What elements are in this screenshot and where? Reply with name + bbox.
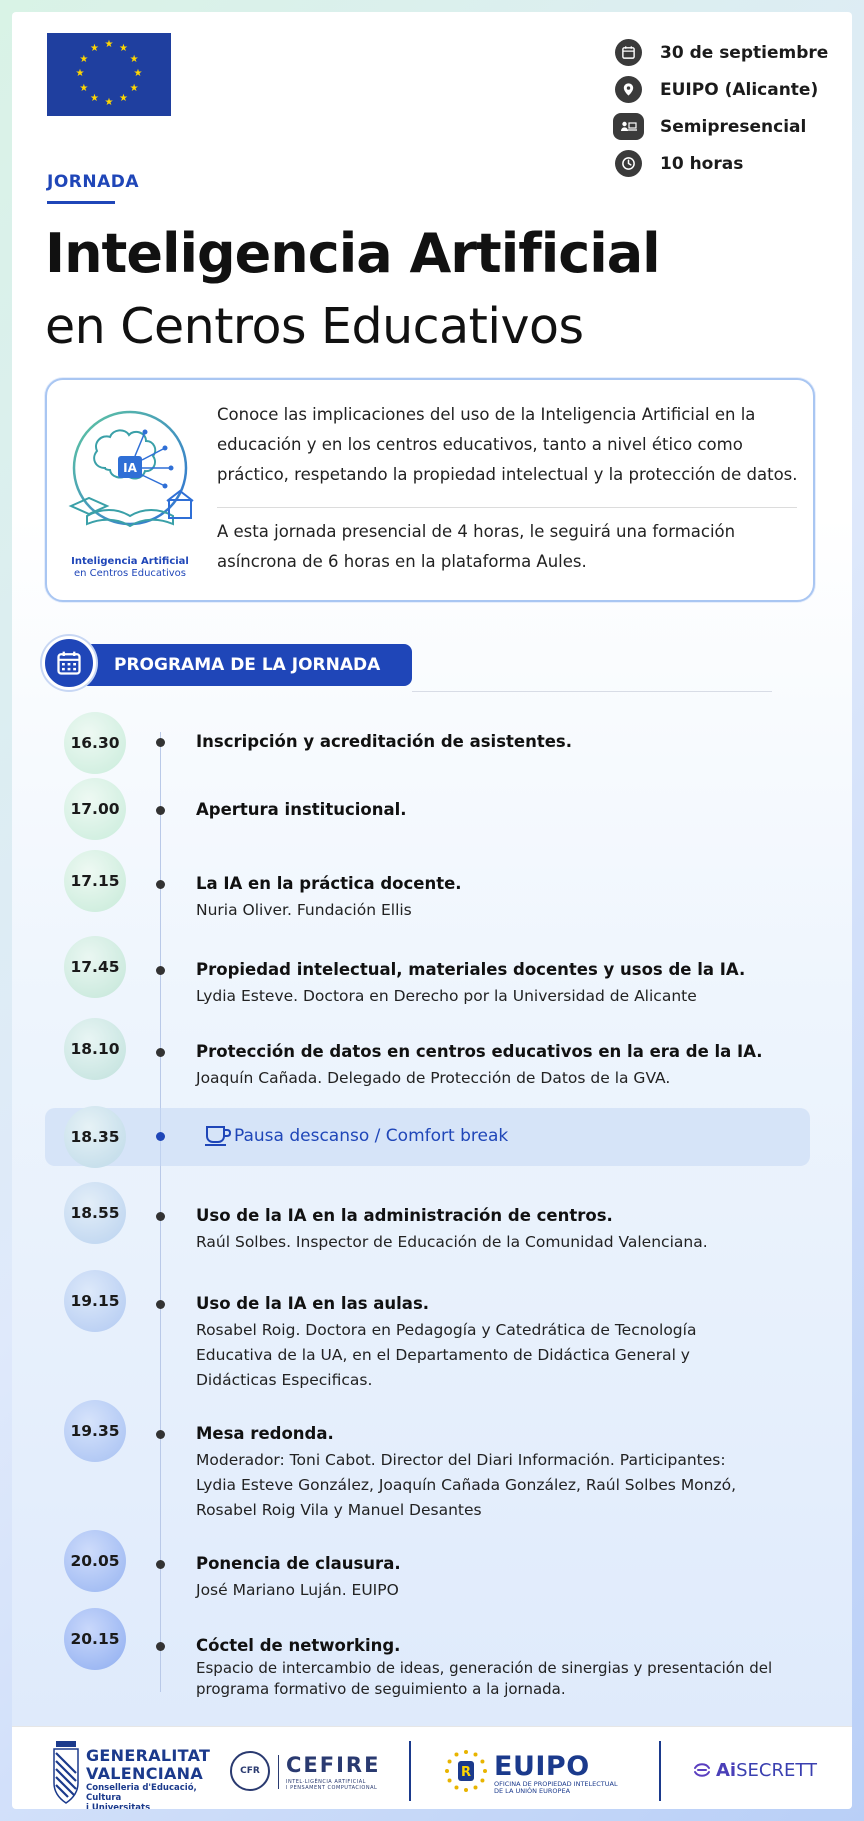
kicker-label: JORNADA: [47, 172, 140, 192]
program-heading: PROGRAMA DE LA JORNADA: [72, 644, 412, 686]
item-title: Protección de datos en centros educativos en la era de la IA.: [196, 1042, 763, 1061]
clock-icon: [615, 150, 642, 177]
ai-name-text: SECRETT: [736, 1759, 818, 1781]
kicker-underline: [47, 201, 115, 204]
cefire-tag2: I PENSAMENT COMPUTACIONAL: [286, 1785, 378, 1791]
cefire-divider: [278, 1755, 279, 1789]
item-title: Inscripción y acreditación de asistentes.: [196, 732, 573, 751]
gva-line1: GENERALITAT: [86, 1746, 211, 1765]
eu-star-icon: ★: [129, 53, 139, 65]
item-title: Mesa redonda.: [196, 1424, 334, 1443]
page-title: Inteligencia Artificial: [45, 222, 660, 285]
time-badge: 18.55: [64, 1182, 126, 1244]
eu-star-icon: ★: [104, 39, 114, 50]
coffee-cup-icon: [204, 1122, 232, 1148]
timeline-dot: [156, 1300, 165, 1309]
footer-divider: [409, 1741, 411, 1801]
item-title: Propiedad intelectual, materiales docentes y usos de la IA.: [196, 960, 746, 979]
euipo-logo: [432, 1747, 652, 1797]
event-meta: [615, 34, 828, 182]
timeline-dot: [156, 966, 165, 975]
svg-text:IA: IA: [123, 461, 137, 475]
eu-star-icon: ★: [79, 53, 89, 65]
generalitat-valenciana-logo: [52, 1739, 212, 1809]
footer-divider: [659, 1741, 661, 1801]
intro-card: [45, 378, 815, 602]
generalitat-name: [86, 1747, 210, 1783]
ai-education-logo: [65, 408, 195, 578]
poster: [12, 12, 852, 1809]
time-badge: 20.15: [64, 1608, 126, 1670]
calendar-icon: [615, 39, 642, 66]
logo-caption-line1: Inteligencia Artificial: [71, 556, 189, 567]
logo-caption-line2: en Centros Educativos: [73, 568, 187, 579]
item-speaker: Lydia Esteve. Doctora en Derecho por la Universidad de Alicante: [196, 987, 697, 1005]
meta-modality-text: Semipresencial: [660, 116, 807, 137]
eu-star-icon: ★: [119, 42, 128, 54]
intro-paragraph-1: Conoce las implicaciones del uso de la Inteligencia Artificial en la educación y en los centros educativos, tanto a nivel ético como práctico, respetando la propiedad intelectual y la protección de datos.: [217, 405, 798, 484]
aisecrett-name: [716, 1760, 817, 1781]
eu-star-icon: ★: [79, 82, 89, 94]
gva-sub1: Conselleria d'Educació, Cultura: [86, 1783, 197, 1803]
time-badge: 16.30: [64, 712, 126, 774]
time-badge: 19.15: [64, 1270, 126, 1332]
brain-book-icon: [65, 408, 195, 548]
generalitat-department: [86, 1783, 212, 1809]
program-calendar-icon: [42, 636, 96, 690]
timeline-dot: [156, 1560, 165, 1569]
eu-star-icon: ★: [129, 82, 139, 94]
gva-line2: VALENCIANA: [86, 1764, 204, 1783]
item-speaker: Raúl Solbes. Inspector de Educación de la Comunidad Valenciana.: [196, 1233, 708, 1251]
time-badge: 17.00: [64, 778, 126, 840]
meta-location: [615, 71, 828, 108]
item-speaker: Joaquín Cañada. Delegado de Protección de Datos de la GVA.: [196, 1069, 671, 1087]
timeline-dot: [156, 1642, 165, 1651]
cefire-tag1: INTEL·LIGÈNCIA ARTIFICIAL: [286, 1779, 366, 1785]
eu-star-icon: ★: [119, 93, 128, 105]
cefire-logo: [230, 1751, 390, 1795]
item-title: Uso de la IA en las aulas.: [196, 1294, 430, 1313]
eu-star-icon: ★: [75, 68, 85, 79]
item-title: Ponencia de clausura.: [196, 1554, 401, 1573]
euipo-star-ring-icon: [444, 1749, 488, 1793]
location-pin-icon: [615, 76, 642, 103]
time-badge: 18.10: [64, 1018, 126, 1080]
item-speaker: Nuria Oliver. Fundación Ellis: [196, 901, 412, 919]
item-speaker: Rosabel Roig. Doctora en Pedagogía y Catedrática de Tecnología Educativa de la UA, en el Departamento de Didáctica General y Didácticas Especificas.: [196, 1321, 697, 1389]
break-title: Pausa descanso / Comfort break: [234, 1126, 509, 1146]
time-badge: 17.45: [64, 936, 126, 998]
timeline-dot: [156, 1132, 165, 1141]
meta-duration-text: 10 horas: [660, 153, 744, 174]
footer-logos: [12, 1726, 852, 1809]
intro-paragraph-2: A esta jornada presencial de 4 horas, le seguirá una formación asíncrona de 6 horas en la plataforma Aules.: [217, 522, 736, 571]
meta-date: [615, 34, 828, 71]
item-title: La IA en la práctica docente.: [196, 874, 462, 893]
item-title: Uso de la IA en la administración de centros.: [196, 1206, 613, 1225]
item-title: Cóctel de networking.: [196, 1636, 401, 1655]
generalitat-emblem-icon: [52, 1739, 80, 1805]
cefire-circle-icon: CFR: [230, 1751, 270, 1791]
euipo-name: EUIPO: [494, 1751, 590, 1782]
timeline-dot: [156, 738, 165, 747]
meta-location-text: EUIPO (Alicante): [660, 79, 819, 100]
cefire-tagline: [286, 1779, 396, 1791]
time-badge: 18.35: [64, 1106, 126, 1168]
aisecrett-logo: [692, 1755, 832, 1785]
eu-star-icon: ★: [90, 42, 99, 54]
euipo-tag1: OFICINA DE PROPIEDAD INTELECTUAL: [494, 1780, 618, 1788]
eu-star-icon: ★: [104, 97, 114, 108]
timeline-dot: [156, 1048, 165, 1057]
aisecrett-swirl-icon: [692, 1760, 712, 1780]
timeline-dot: [156, 806, 165, 815]
ai-education-logo-caption: [65, 556, 195, 580]
cefire-name: CEFIRE: [286, 1753, 381, 1777]
gva-sub2: i Universitats: [86, 1803, 151, 1809]
time-badge: 17.15: [64, 850, 126, 912]
meta-duration: [615, 145, 828, 182]
meta-modality: [615, 108, 828, 145]
meta-date-text: 30 de septiembre: [660, 42, 829, 63]
time-badge: 20.05: [64, 1530, 126, 1592]
eu-flag-logo: [47, 33, 171, 116]
blended-learning-icon: [613, 113, 644, 140]
page-subtitle: en Centros Educativos: [45, 298, 584, 355]
program-heading-rule: [412, 691, 772, 692]
timeline-dot: [156, 1212, 165, 1221]
time-badge: 19.35: [64, 1400, 126, 1462]
intro-divider: [217, 507, 797, 508]
timeline-dot: [156, 1430, 165, 1439]
item-title: Apertura institucional.: [196, 800, 407, 819]
euipo-tag2: DE LA UNIÓN EUROPEA: [494, 1787, 571, 1795]
eu-star-icon: ★: [133, 68, 143, 79]
item-speaker: José Mariano Luján. EUIPO: [196, 1581, 399, 1599]
item-speaker: Espacio de intercambio de ideas, generación de sinergias y presentación del programa formativo de seguimiento a la jornada.: [196, 1659, 773, 1698]
svg-text:R: R: [460, 1765, 472, 1780]
timeline-dot: [156, 880, 165, 889]
ai-prefix: Ai: [716, 1759, 737, 1781]
item-speaker: Moderador: Toni Cabot. Director del Diari Información. Participantes: Lydia Esteve González, Joaquín Cañada González, Raúl Solbes Monzó, Rosabel Roig Vila y Manuel Desantes: [196, 1451, 737, 1519]
euipo-tagline: [494, 1781, 654, 1795]
eu-star-icon: ★: [90, 93, 99, 105]
